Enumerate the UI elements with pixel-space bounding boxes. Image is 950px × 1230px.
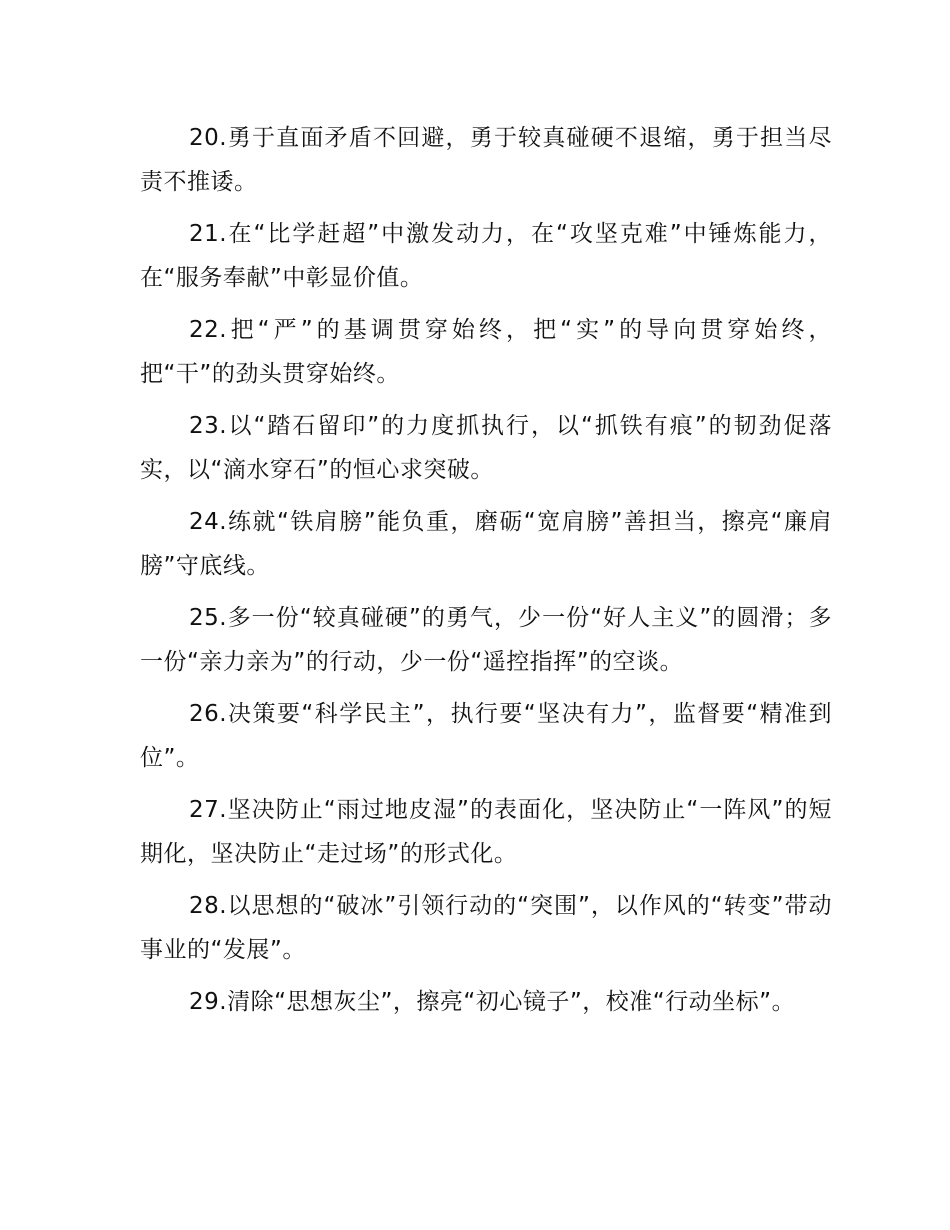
document-body xyxy=(140,116,832,1032)
paragraph-22: 22.把“严”的基调贯穿始终，把“实”的导向贯穿始终，把“干”的劲头贯穿始终。 xyxy=(140,317,832,387)
paragraph-29: 29.清除“思想灰尘”，擦亮“初心镜子”，校准“行动坐标”。 xyxy=(189,989,796,1015)
paragraph-26: 26.决策要“科学民主”，执行要“坚决有力”，监督要“精准到位”。 xyxy=(140,701,832,771)
paragraph-27: 27.坚决防止“雨过地皮湿”的表面化，坚决防止“一阵风”的短期化，坚决防止“走过场”的形式化。 xyxy=(140,797,832,867)
paragraph-25: 25.多一份“较真碰硬”的勇气，少一份“好人主义”的圆滑；多一份“亲力亲为”的行动，少一份“遥控指挥”的空谈。 xyxy=(140,605,832,675)
paragraph-21: 21.在“比学赶超”中激发动力，在“攻坚克难”中锤炼能力，在“服务奉献”中彰显价值。 xyxy=(140,221,832,291)
paragraph-24: 24.练就“铁肩膀”能负重，磨砺“宽肩膀”善担当，擦亮“廉肩膀”守底线。 xyxy=(140,509,832,579)
paragraph-20: 20.勇于直面矛盾不回避，勇于较真碰硬不退缩，勇于担当尽责不推诿。 xyxy=(140,125,832,195)
paragraph-28: 28.以思想的“破冰”引领行动的“突围”，以作风的“转变”带动事业的“发展”。 xyxy=(140,893,832,963)
paragraph-23: 23.以“踏石留印”的力度抓执行，以“抓铁有痕”的韧劲促落实，以“滴水穿石”的恒心求突破。 xyxy=(140,413,832,483)
